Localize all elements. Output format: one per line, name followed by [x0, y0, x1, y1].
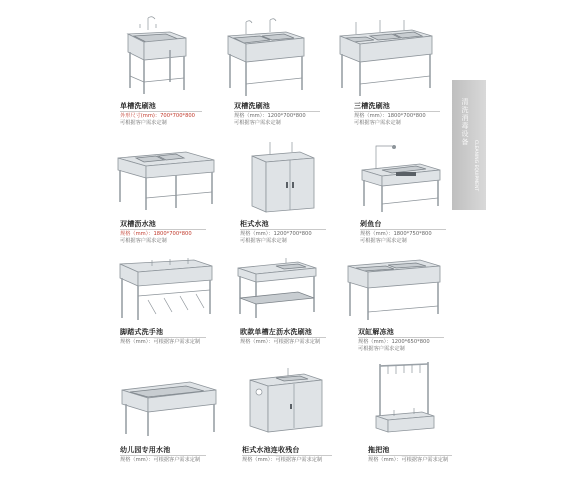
- section-side-tab: [452, 80, 486, 210]
- product-note-5: 可根据客户需求定制: [240, 238, 287, 244]
- divider: [234, 111, 320, 112]
- product-title-6: 剁鱼台: [360, 220, 382, 228]
- product-spec-7: 规格（mm）：可根据客户需求定制: [120, 339, 201, 345]
- product-note-1: 可根据客户需求定制: [120, 120, 167, 126]
- divider: [354, 111, 440, 112]
- triple-sink-image: [336, 18, 436, 96]
- mop-sink-image: [372, 360, 436, 440]
- cabinet-sink-with-scrap-table-image: [246, 366, 326, 438]
- divider: [120, 455, 206, 456]
- divider: [240, 229, 326, 230]
- product-note-3: 可根据客户需求定制: [354, 120, 401, 126]
- product-title-1: 单槽洗刷池: [120, 102, 156, 110]
- divider: [240, 337, 326, 338]
- product-note-6: 可根据客户需求定制: [360, 238, 407, 244]
- product-title-5: 柜式水池: [240, 220, 269, 228]
- product-spec-2: 规格（mm）：1200*700*800: [234, 113, 306, 119]
- product-spec-11: 规格（mm）：可根据客户需求定制: [242, 457, 323, 463]
- product-title-4: 双槽沥水池: [120, 220, 156, 228]
- product-spec-8: 规格（mm）：可根据客户需求定制: [240, 339, 321, 345]
- divider: [368, 455, 452, 456]
- divider: [358, 337, 444, 338]
- product-spec-6: 规格（mm）：1800*750*800: [360, 231, 432, 237]
- single-sink-image: [118, 14, 194, 96]
- euro-single-sink-image: [236, 256, 320, 320]
- product-title-10: 幼儿园专用水池: [120, 446, 171, 454]
- foot-pedal-handwash-image: [118, 256, 214, 322]
- product-title-12: 拖把池: [368, 446, 390, 454]
- fish-cutting-table-image: [356, 140, 444, 214]
- side-tab-subtitle: CLEANING EQUIPMENT: [473, 140, 478, 192]
- product-spec-4: [120, 231, 192, 238]
- kindergarten-sink-image: [120, 378, 220, 438]
- product-spec-12: 规格（mm）：可根据客户需求定制: [368, 457, 449, 463]
- divider: [360, 229, 446, 230]
- divider: [120, 111, 202, 112]
- double-drain-sink-image: [116, 148, 216, 212]
- product-spec-5: 规格（mm）：1200*700*800: [240, 231, 312, 237]
- divider: [120, 229, 206, 230]
- divider: [242, 455, 332, 456]
- product-note-9: 可根据客户需求定制: [358, 346, 405, 352]
- product-spec-10: 规格（mm）：可根据客户需求定制: [120, 457, 201, 463]
- product-title-9: 双缸解冻池: [358, 328, 394, 336]
- double-sink-image: [222, 18, 308, 96]
- product-spec-3: 规格（mm）：1800*700*800: [354, 113, 426, 119]
- double-thaw-sink-image: [346, 256, 442, 322]
- product-title-8: 欧款单槽左沥水洗刷池: [240, 328, 312, 336]
- product-spec-1: [120, 113, 195, 120]
- product-title-11: 柜式水池连收残台: [242, 446, 300, 454]
- product-spec-label-4: 规格（mm）：1800*700*800: [120, 231, 192, 237]
- side-tab-title: 清洗消毒设备: [461, 98, 469, 146]
- divider: [120, 337, 206, 338]
- product-note-4: 可根据客户需求定制: [120, 238, 167, 244]
- product-spec-label-1: 外形尺寸(mm)：700*700*800: [120, 113, 195, 119]
- product-spec-9: 规格（mm）：1200*650*800: [358, 339, 430, 345]
- cabinet-sink-image: [248, 140, 318, 216]
- product-title-7: 脚踏式洗手池: [120, 328, 164, 336]
- product-title-3: 三槽洗刷池: [354, 102, 390, 110]
- product-title-2: 双槽洗刷池: [234, 102, 270, 110]
- product-note-2: 可根据客户需求定制: [234, 120, 281, 126]
